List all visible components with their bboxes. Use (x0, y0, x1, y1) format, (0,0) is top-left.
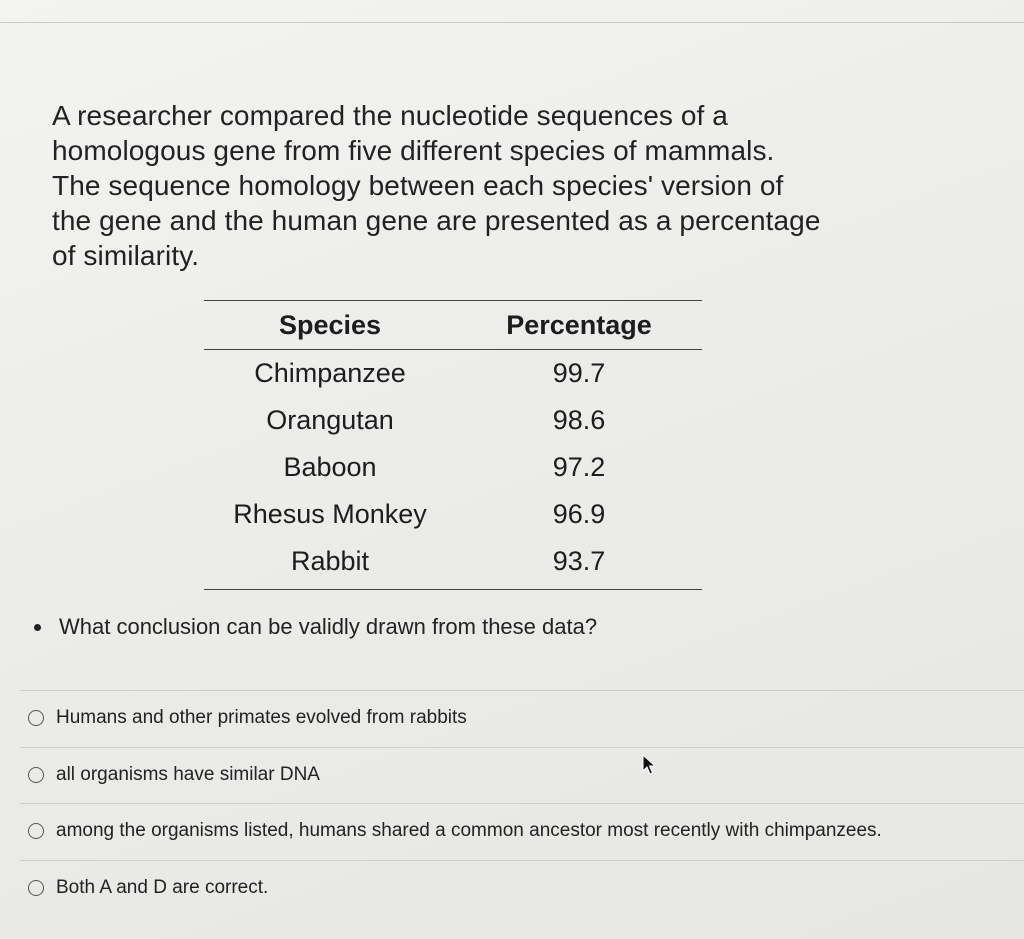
answer-option-b[interactable] (28, 764, 320, 786)
radio-button-icon[interactable] (28, 767, 44, 783)
table-row (204, 397, 702, 444)
table-row (204, 350, 702, 398)
top-divider (0, 22, 1024, 23)
prompt-line: the gene and the human gene are presented as a percentage (52, 205, 821, 236)
answer-option-d[interactable] (28, 877, 268, 899)
species-cell: Rabbit (290, 546, 370, 576)
option-divider (20, 690, 1024, 691)
header-species: Species (278, 309, 382, 340)
table-row (204, 538, 702, 590)
question-text (34, 614, 597, 640)
percentage-cell: 99.7 (552, 358, 606, 388)
mouse-pointer-icon (642, 754, 656, 776)
option-label: among the organisms listed, humans shared a common ancestor most recently with chimpanzees. (56, 820, 882, 841)
prompt-line: A researcher compared the nucleotide sequences of a (52, 100, 728, 131)
header-percentage: Percentage (506, 309, 652, 340)
prompt-line: of similarity. (52, 240, 200, 271)
radio-button-icon[interactable] (28, 880, 44, 896)
species-cell: Chimpanzee (254, 358, 406, 388)
homology-table (204, 300, 702, 590)
bullet-icon (34, 624, 41, 631)
prompt-line: homologous gene from five different species of mammals. (52, 135, 775, 166)
table-header-row (204, 301, 702, 350)
percentage-cell: 98.6 (552, 405, 606, 435)
option-label: Humans and other primates evolved from rabbits (56, 707, 467, 728)
question-prompt (52, 98, 882, 273)
question-label: What conclusion can be validly drawn from these data? (59, 614, 598, 639)
answer-option-c[interactable] (28, 820, 882, 842)
option-divider (20, 747, 1024, 748)
option-divider (20, 803, 1024, 804)
radio-button-icon[interactable] (28, 823, 44, 839)
species-cell: Baboon (283, 452, 377, 482)
species-cell: Rhesus Monkey (233, 499, 427, 529)
radio-button-icon[interactable] (28, 710, 44, 726)
option-label: Both A and D are correct. (56, 877, 269, 898)
prompt-line: The sequence homology between each species' version of (52, 170, 784, 201)
table-row (204, 444, 702, 491)
answer-option-a[interactable] (28, 707, 467, 729)
table-row (204, 491, 702, 538)
percentage-cell: 97.2 (552, 452, 606, 482)
percentage-cell: 93.7 (552, 546, 606, 576)
option-divider (20, 860, 1024, 861)
percentage-cell: 96.9 (552, 499, 606, 529)
option-label: all organisms have similar DNA (56, 764, 320, 785)
species-cell: Orangutan (266, 405, 394, 435)
